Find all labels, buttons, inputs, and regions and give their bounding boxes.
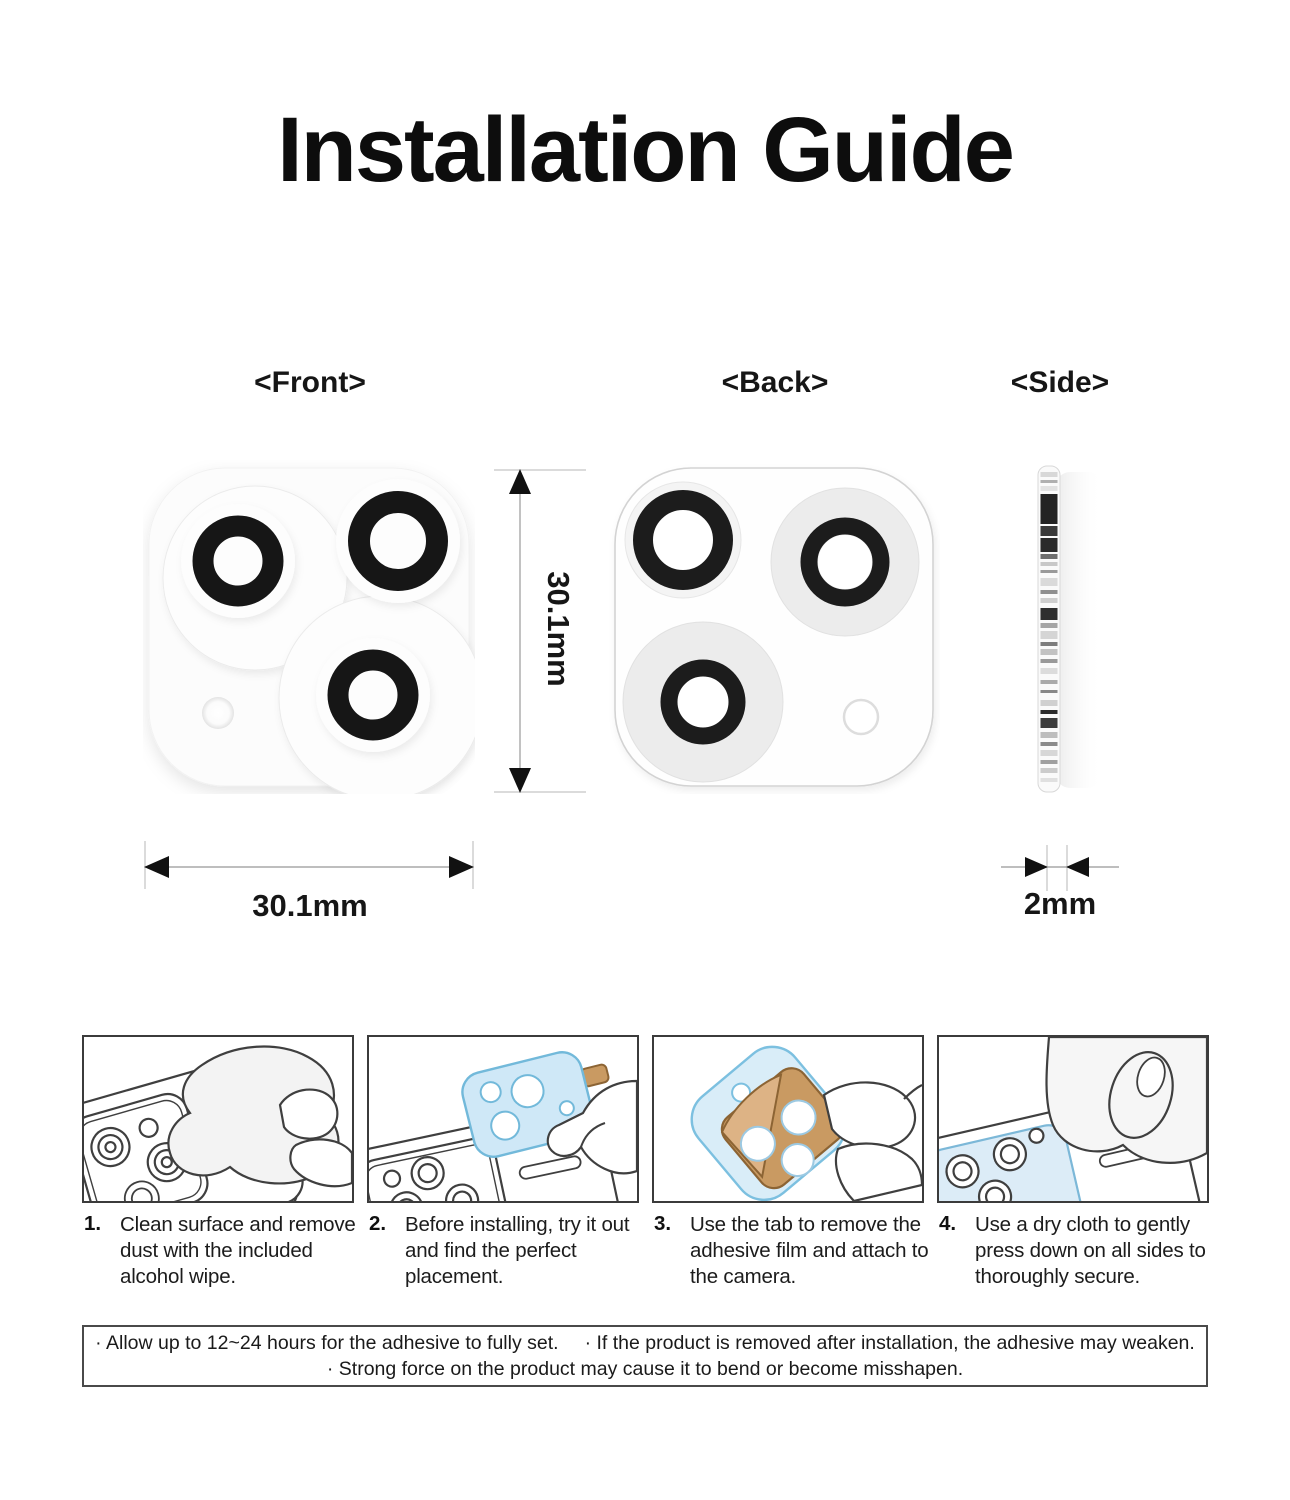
step-2-text: Before installing, try it out and find the perfect placement. bbox=[405, 1213, 630, 1288]
back-flash-hole bbox=[844, 700, 878, 734]
side-edge-stripes bbox=[1041, 472, 1058, 782]
step-3-caption bbox=[654, 1212, 938, 1290]
step-2-caption bbox=[369, 1212, 653, 1290]
step-1-text: Clean surface and remove dust with the included alcohol wipe. bbox=[120, 1213, 356, 1288]
width-dimension-label: 30.1mm bbox=[252, 888, 368, 923]
step-1-caption bbox=[84, 1212, 368, 1290]
step-4-illustration bbox=[937, 1035, 1209, 1203]
note-bend-warning: · Strong force on the product may cause it to bend or become misshapen. bbox=[326, 1358, 964, 1380]
notes-line-2 bbox=[327, 1357, 963, 1381]
page-title: Installation Guide bbox=[277, 99, 1013, 201]
step-2-illustration bbox=[367, 1035, 639, 1203]
side-view-label: <Side> bbox=[1010, 366, 1110, 399]
step-3-text: Use the tab to remove the adhesive film and attach to the camera. bbox=[690, 1213, 929, 1288]
front-view-label: <Front> bbox=[254, 366, 366, 399]
back-view-label: <Back> bbox=[721, 366, 829, 399]
step-4-caption bbox=[939, 1212, 1223, 1290]
thickness-dimension-label: 2mm bbox=[1023, 886, 1097, 921]
step-1-illustration bbox=[82, 1035, 354, 1203]
front-view-figure bbox=[143, 460, 475, 794]
step-4-text: Use a dry cloth to gently press down on all sides to thoroughly secure. bbox=[975, 1213, 1206, 1288]
note-removal-warning: · If the product is removed after installation, the adhesive may weaken. bbox=[584, 1332, 1195, 1354]
note-adhesive-set: · Allow up to 12~24 hours for the adhesive to fully set. bbox=[95, 1332, 559, 1354]
width-dimension-arrow bbox=[138, 841, 480, 893]
notes-line-1 bbox=[95, 1331, 1195, 1355]
front-flash-hole bbox=[202, 697, 234, 729]
step-2-number: 2. bbox=[369, 1212, 387, 1235]
height-dimension-label: 30.1mm bbox=[541, 571, 576, 687]
side-view-figure bbox=[1030, 456, 1110, 806]
step-3-illustration bbox=[652, 1035, 924, 1203]
notes-box bbox=[82, 1325, 1208, 1387]
step-4-number: 4. bbox=[939, 1212, 957, 1235]
step-3-number: 3. bbox=[654, 1212, 672, 1235]
back-view-figure bbox=[608, 460, 940, 794]
step-1-number: 1. bbox=[84, 1212, 102, 1235]
